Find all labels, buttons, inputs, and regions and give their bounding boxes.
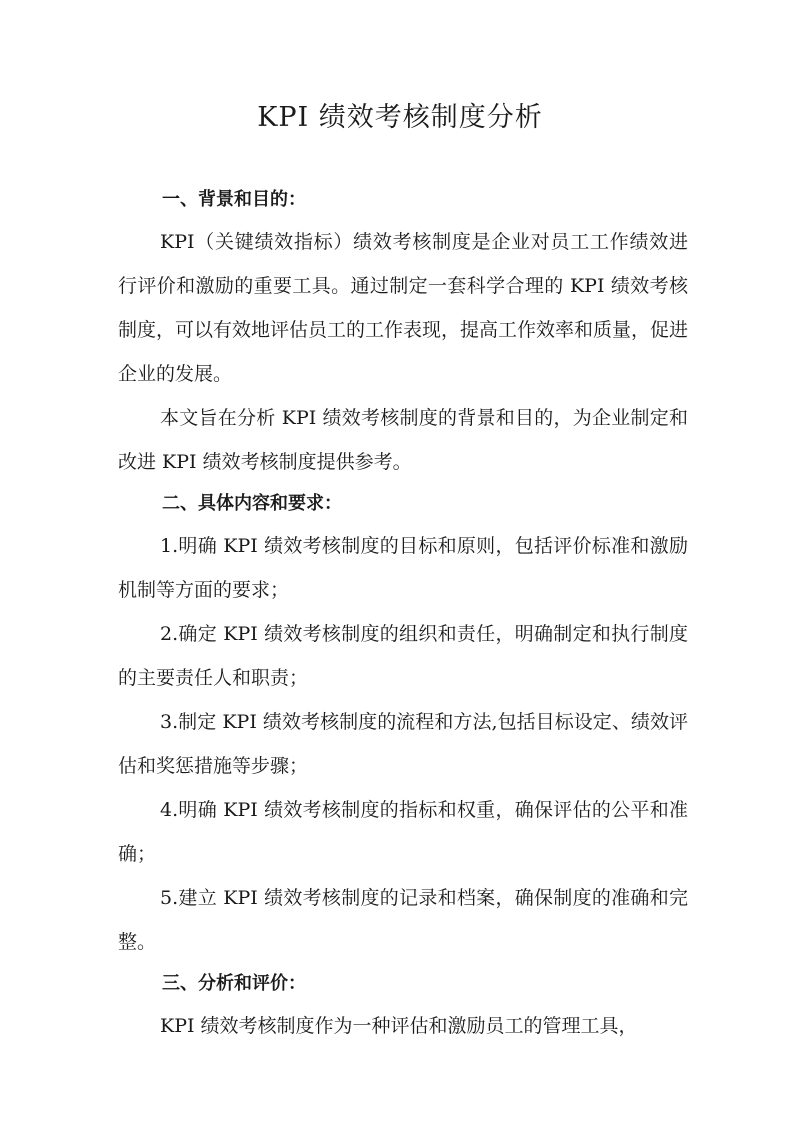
requirement-item-3: 3.制定 KPI 绩效考核制度的流程和方法,包括目标设定、绩效评估和奖惩措施等步骤； — [118, 711, 688, 777]
requirement-item-5: 5.建立 KPI 绩效考核制度的记录和档案，确保制度的准确和完整。 — [118, 887, 688, 953]
section-heading-requirements: 二、具体内容和要求： — [162, 493, 342, 514]
requirement-item-2: 2.确定 KPI 绩效考核制度的组织和责任，明确制定和执行制度的主要责任人和职责； — [118, 623, 688, 689]
paragraph-analysis-1: KPI 绩效考核制度作为一种评估和激励员工的管理工具， — [160, 1015, 638, 1037]
requirement-item-4: 4.明确 KPI 绩效考核制度的指标和权重，确保评估的公平和准确； — [118, 799, 688, 865]
section-heading-analysis: 三、分析和评价： — [162, 973, 306, 994]
section-heading-background: 一、背景和目的： — [162, 189, 306, 210]
requirement-item-1: 1.明确 KPI 绩效考核制度的目标和原则，包括评价标准和激励机制等方面的要求； — [118, 535, 688, 601]
document-title: KPI 绩效考核制度分析 — [257, 102, 543, 133]
paragraph-background-1: KPI（关键绩效指标）绩效考核制度是企业对员工工作绩效进行评价和激励的重要工具。通过制定一套科学合理的 KPI 绩效考核制度，可以有效地评估员工的工作表现，提高工作效率和质量，促进企业的发展。 — [118, 231, 689, 385]
document-body — [118, 180, 688, 1048]
paragraph-background-2: 本文旨在分析 KPI 绩效考核制度的背景和目的，为企业制定和改进 KPI 绩效考核制度提供参考。 — [118, 407, 688, 473]
